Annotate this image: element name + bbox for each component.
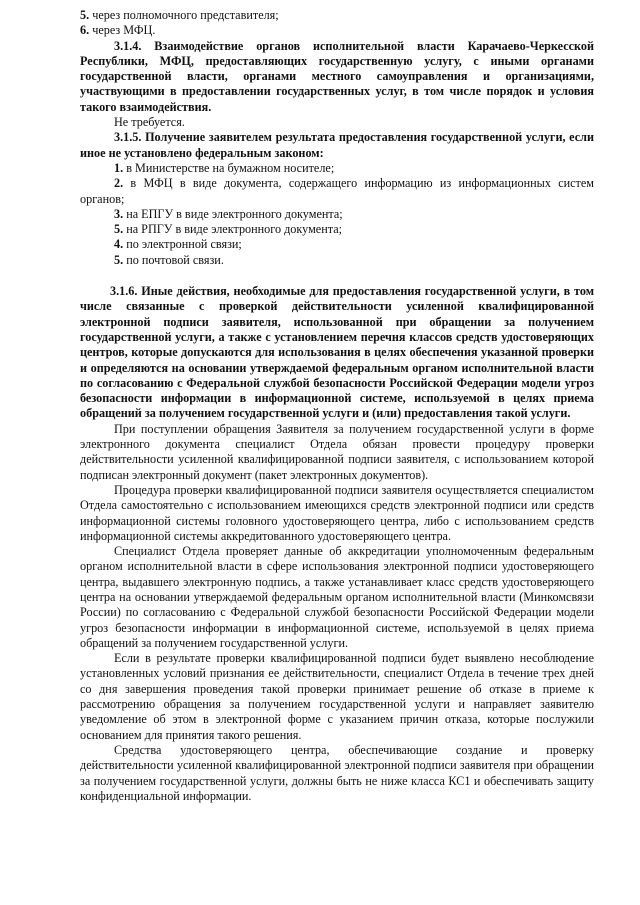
list-item: 4. по электронной связи; xyxy=(114,237,242,252)
paragraph: Процедура проверки квалифицированной подписи заявителя осуществляется специалистом Отдела самостоятельно с использованием имеющихся средств электронной подписи или средств информационной системы головного удостоверяющего центра, либо с использованием средств информационной системы аккредитованного удостоверяющего центра. xyxy=(80,482,594,543)
list-item: 3. на ЕПГУ в виде электронного документа; xyxy=(114,206,343,221)
list-item: 6. через МФЦ. xyxy=(80,23,156,38)
list-item: 5. на РПГУ в виде электронного документа; xyxy=(114,222,342,237)
spacer xyxy=(80,268,594,284)
paragraph: Средства удостоверяющего центра, обеспечивающие создание и проверку действительности усиленной квалифицированной электронной подписи заявителя при обращении за получением государственной услуги, должны быть не ниже класса КС1 и обеспечивать защиту конфиденциальной информации. xyxy=(80,742,594,803)
section-3-1-6-heading: 3.1.6. Иные действия, необходимые для предоставления государственной услуги, в том числе связанные с проверкой действительности усиленной квалифицированной электронной подписи заявителя, использованной при обращении за получением государственной услуги, а также с установлением перечня классов средств удостоверяющих центров, которые допускаются для использования в целях обеспечения указанной проверки и определяются на основании утверждаемой федеральным органом исполнительной власти по согласованию с Федеральной службой безопасности Российской Федерации модели угроз безопасности информации в информационной системе, используемой в целях приема обращений за получением государственной услуги и (или) предоставления такой услуги. xyxy=(80,284,594,421)
list-item: 2. в МФЦ в виде документа, содержащего информацию из информационных систем органов; xyxy=(80,176,594,206)
paragraph: При поступлении обращения Заявителя за получением государственной услуги в форме электронного документа специалист Отдела обязан провести процедуру проверки действительности усиленной квалифицированной подписи заявителя, с использованием которой подписан электронный документ (пакет электронных документов). xyxy=(80,421,594,482)
section-3-1-4-text: Не требуется. xyxy=(114,115,185,130)
list-item: 5. через полномочного представителя; xyxy=(80,8,279,22)
list-item: 5. по почтовой связи. xyxy=(114,252,224,267)
section-3-1-4-heading: 3.1.4. Взаимодействие органов исполнительной власти Карачаево-Черкесской Республики, МФЦ, предоставляющих государственную услугу, с иными органами государственной власти, органами местного самоуправления и организациями, участвующими в предоставлении государственных услуг, в том числе порядок и условия такого взаимодействия. xyxy=(80,38,594,114)
paragraph: Если в результате проверки квалифицированной подписи будет выявлено несоблюдение установленных условий признания ее действительности, специалист Отдела в течение трех дней со дня завершения проведения такой проверки принимает решение об отказе в приеме к рассмотрению обращения за получением государственной услуги и направляет заявителю уведомление об этом в электронной форме с указанием причин отказа, которые послужили основанием для принятия такого решения. xyxy=(80,651,594,742)
list-item: 1. в Министерстве на бумажном носителе; xyxy=(114,160,335,175)
section-3-1-5-heading: 3.1.5. Получение заявителем результата предоставления государственной услуги, если иное не установлено федеральным законом: xyxy=(80,130,594,160)
paragraph: Специалист Отдела проверяет данные об аккредитации уполномоченным федеральным органом исполнительной власти в сфере использования электронной подписи удостоверяющего центра, выдавшего электронную подпись, а также устанавливает класс средств удостоверяющего центра на основании утверждаемой федеральным органом исполнительной власти (Минкомсвязи России) по согласованию с Федеральной службой безопасности Российской Федерации модели угроз безопасности информации в информационной системе, используемой в целях приема обращений за получением государственной услуги. xyxy=(80,544,594,650)
